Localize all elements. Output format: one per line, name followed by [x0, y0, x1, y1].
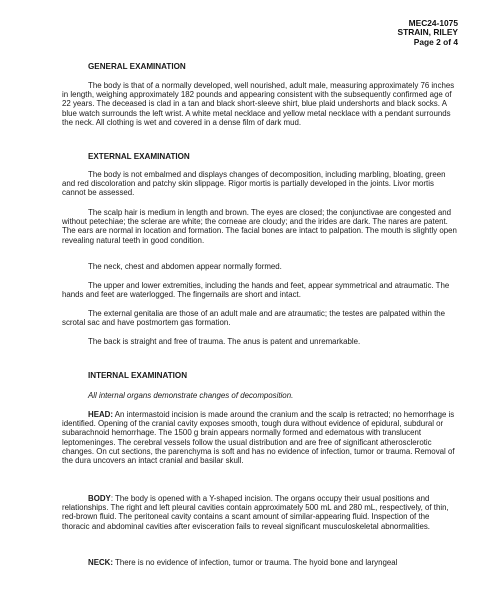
neck-text: There is no evidence of infection, tumor or trauma. The hyoid bone and laryngeal [113, 558, 398, 567]
neck-label: NECK: [88, 558, 113, 567]
external-paragraph-back: The back is straight and free of trauma. The anus is patent and unremarkable. [88, 337, 361, 346]
body-label: BODY [88, 494, 111, 503]
external-paragraph-extremities: The upper and lower extremities, including the hands and feet, appear symmetrical and atraumatic. The hands and feet are waterlogged. The fingernails are short and intact. [62, 281, 450, 300]
page-number: Page 2 of 4 [413, 36, 458, 47]
external-examination-heading: EXTERNAL EXAMINATION [88, 152, 190, 161]
decedent-name: STRAIN, RILEY [397, 27, 458, 38]
external-paragraph-decomposition: The body is not embalmed and displays changes of decomposition, including marbling, bloating, green and red discoloration and patchy skin slippage. Rigor mortis is partially developed in the joints. Livor mortis cannot be assessed. [62, 170, 446, 198]
internal-examination-heading: INTERNAL EXAMINATION [88, 371, 188, 380]
general-examination-heading: GENERAL EXAMINATION [88, 62, 186, 71]
internal-intro: All internal organs demonstrate changes of decomposition. [88, 391, 294, 400]
general-examination-text: The body is that of a normally developed, well nourished, adult male, measuring approximately 76 inches in length, weighing approximately 182 pounds and appearing consistent with the subsequently confirmed age of 22 years. The deceased is clad in a tan and black short-sleeve shirt, blue plaid undershorts and black socks. A blue watch surrounds the left wrist. A white metal necklace and yellow metal necklace with a pendant surrounds the neck. All clothing is wet and covered in a dense film of dark mud. [62, 81, 455, 127]
page-header [398, 19, 459, 47]
internal-head-paragraph [62, 410, 458, 465]
internal-body-paragraph [62, 494, 458, 531]
body-text: : The body is opened with a Y-shaped incision. The organs occupy their usual positions and relationships. The right and left pleural cavities contain approximately 500 mL and 280 mL, respectively, of thin, red-brown fluid. The peritoneal cavity contains a scant amount of similar-appearing fluid. Inspection of the thoracic and abdominal cavities after evisceration fails to reveal significant musculoskeletal abnormalities. [62, 494, 449, 531]
head-label: HEAD: [88, 410, 113, 419]
case-number: MEC24-1075 [408, 18, 458, 28]
internal-neck-paragraph [62, 558, 458, 567]
external-paragraph-head: The scalp hair is medium in length and brown. The eyes are closed; the conjunctivae are congested and without petechiae; the sclerae are white; the corneae are cloudy; and the irides are dark. The nares are patent. The ears are normal in location and formation. The facial bones are intact to palpation. The mouth is slightly open revealing natural teeth in good condition. [62, 208, 457, 245]
head-text: An intermastoid incision is made around the cranium and the scalp is retracted; no hemorrhage is identified. Opening of the cranial cavity exposes smooth, tough dura without evidence of epidural, subdural or subarachnoid hemorrhage. The 1500 g brain appears normally formed and edematous with translucent leptomeninges. The cerebral vessels follow the usual distribution and are free of significant atherosclerotic changes. On cut sections, the parenchyma is soft and has no evidence of infection, tumor or trauma. Removal of the dura uncovers an intact cranial and basilar skull. [62, 410, 455, 466]
external-paragraph-genitalia: The external genitalia are those of an adult male and are atraumatic; the testes are palpated within the scrotal sac and have postmortem gas formation. [62, 309, 446, 328]
external-paragraph-torso: The neck, chest and abdomen appear normally formed. [88, 262, 282, 271]
